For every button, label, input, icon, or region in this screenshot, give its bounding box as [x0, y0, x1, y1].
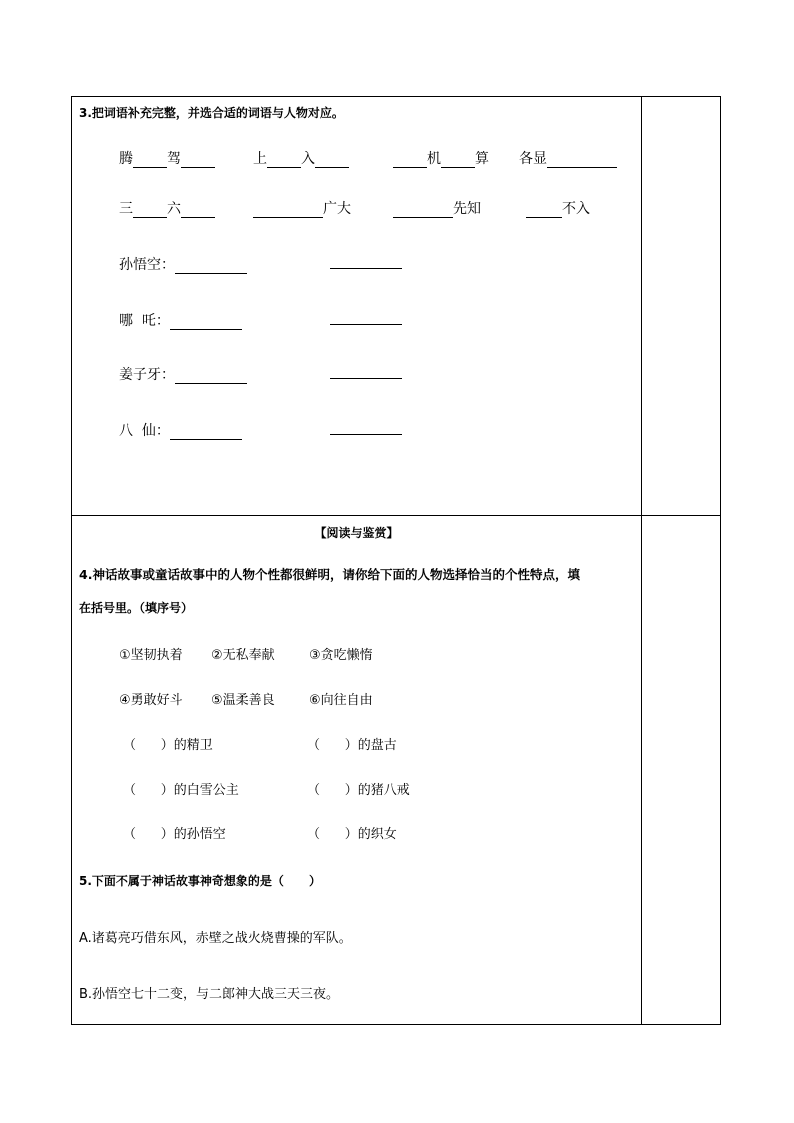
section-title: 【阅读与鉴赏】: [314, 526, 399, 540]
q4-option: ⑥向往自由: [309, 693, 373, 708]
idiom-1-2: 上 入: [253, 148, 349, 168]
person-row: [119, 364, 247, 384]
idiom-2-2: 广大: [253, 198, 351, 218]
q4-pair-item: （ ）的精卫: [123, 738, 213, 753]
q3-title: 3.把词语补充完整，并选合适的词语与人物对应。: [79, 106, 344, 120]
idiom-1-3: 机 算: [393, 148, 489, 168]
worksheet-table: [71, 96, 721, 1025]
q4-pair-item: （ ）的孙悟空: [123, 827, 226, 842]
idiom-2-1: 三 六: [119, 198, 215, 218]
answer-line: [330, 420, 402, 435]
person-row: [119, 254, 247, 274]
answer-line: [330, 310, 402, 325]
q4-option: ②无私奉献: [211, 648, 275, 663]
person-label: 姜子牙：: [119, 367, 175, 383]
side-cell-bottom: [641, 515, 721, 1025]
q4-title-line1: 4.神话故事或童话故事中的人物个性都很鲜明，请你给下面的人物选择恰当的个性特点，填: [79, 567, 580, 582]
person-label: 哪 吒：: [119, 313, 170, 329]
person-label: 孙悟空：: [119, 257, 175, 273]
q4-pair-item: （ ）的织女: [307, 827, 397, 842]
q4-option: ⑤温柔善良: [211, 693, 275, 708]
side-cell-top: [641, 96, 721, 516]
idiom-1-1: 腾 驾: [119, 151, 215, 167]
idiom-2-3: 先知: [393, 198, 481, 218]
q4-pair-item: （ ）的盘古: [307, 738, 397, 753]
question-cell-bottom: [71, 515, 642, 1025]
q4-option: ①坚韧执着: [119, 648, 183, 663]
answer-line: [330, 254, 402, 269]
idiom-2-4: 不入: [526, 198, 590, 218]
q4-pair-item: （ ）的白雪公主: [123, 783, 239, 798]
answer-line: [330, 364, 402, 379]
q5-option-b: B.孙悟空七十二变，与二郎神大战三天三夜。: [79, 987, 340, 1002]
q5-title: 5.下面不属于神话故事神奇想象的是（ ）: [79, 874, 321, 888]
idiom-row-1: [119, 148, 215, 168]
person-label: 八 仙：: [119, 423, 170, 439]
q4-option: ④勇敢好斗: [119, 693, 183, 708]
q4-option: ③贪吃懒惰: [309, 648, 373, 663]
person-row: [119, 310, 242, 330]
q4-title-line2: 在括号里。（填序号）: [79, 601, 194, 615]
person-row: [119, 420, 242, 440]
q5-option-a: A.诸葛亮巧借东风，赤壁之战火烧曹操的军队。: [79, 931, 352, 946]
idiom-1-4: 各显: [519, 148, 617, 168]
q4-pair-item: （ ）的猪八戒: [307, 783, 410, 798]
